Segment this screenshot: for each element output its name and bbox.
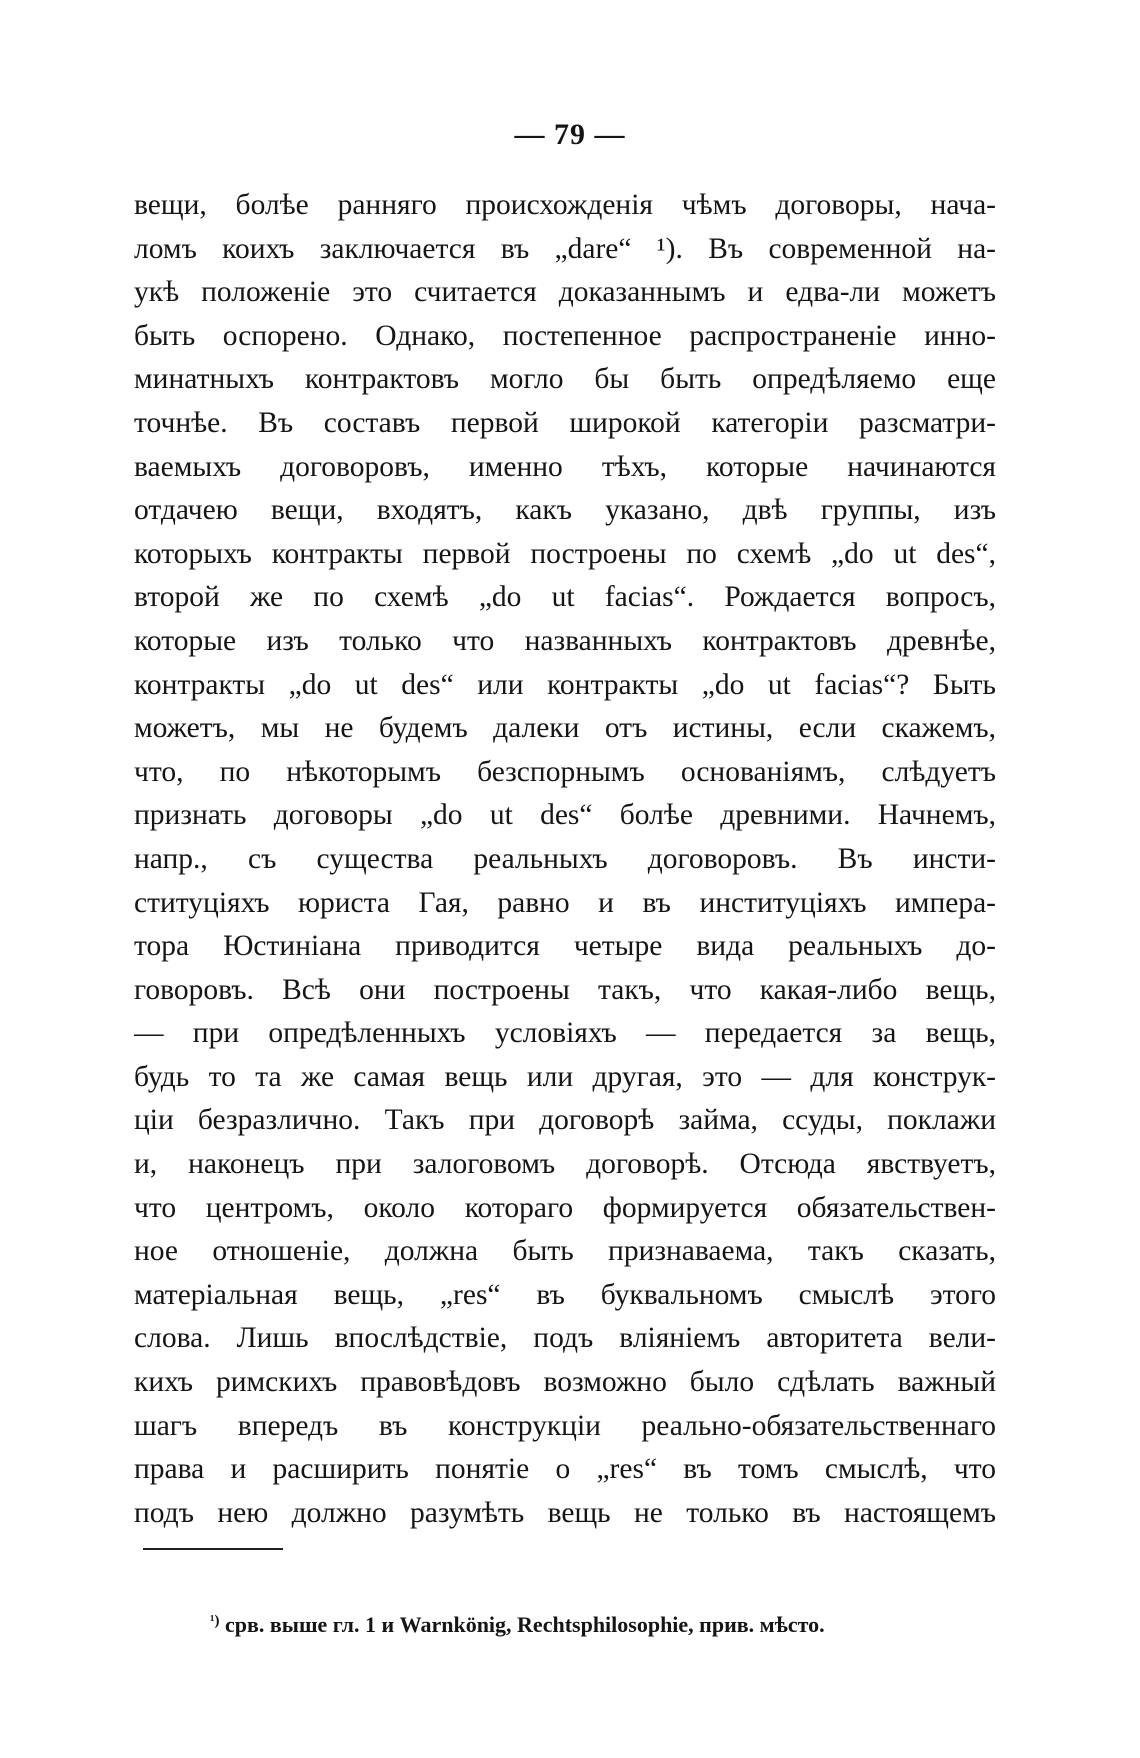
footnote [210, 1612, 825, 1638]
text-line: быть оспорено. Однако, постепенное распространеніе инно- [134, 319, 996, 352]
text-line: можетъ, мы не будемъ далеки отъ истины, если скажемъ, [134, 712, 996, 745]
text-line: напр., съ существа реальныхъ договоровъ. Въ инсти- [134, 842, 996, 875]
text-line: признать договоры „do ut des“ болѣе древними. Начнемъ, [134, 799, 996, 832]
text-line: которые изъ только что названныхъ контрактовъ древнѣе, [134, 624, 996, 657]
text-line: что, по нѣкоторымъ безспорнымъ основаніямъ, слѣдуетъ [134, 755, 996, 788]
text-line: будь то та же самая вещь или другая, это — для конструк- [134, 1060, 996, 1093]
text-line: ституціяхъ юриста Гая, равно и въ институціяхъ импера- [134, 886, 996, 919]
body-text [134, 184, 996, 1535]
text-line: подъ нею должно разумѣть вещь не только въ настоящемъ [134, 1496, 996, 1529]
text-line: контракты „do ut des“ или контракты „do ut facias“? Быть [134, 668, 996, 701]
text-line: слова. Лишь впослѣдствіе, подъ вліяніемъ авторитета вели- [134, 1322, 996, 1355]
text-line: кихъ римскихъ правовѣдовъ возможно было сдѣлать важный [134, 1366, 996, 1399]
text-line: которыхъ контракты первой построены по схемѣ „do ut des“, [134, 537, 996, 570]
text-line: вещи, болѣе ранняго происхожденія чѣмъ договоры, нача- [134, 189, 996, 221]
footnote-text: срв. выше гл. 1 и Warnkönig, Rechtsphilosophie, прив. мѣсто. [219, 1612, 825, 1637]
text-line: минатныхъ контрактовъ могло бы быть опредѣляемо еще [134, 363, 996, 396]
text-line: говоровъ. Всѣ они построены такъ, что какая-либо вещь, [134, 973, 996, 1006]
footnote-marker: ¹) [210, 1613, 220, 1629]
text-line: права и расширить понятіе о „res“ въ томъ смыслѣ, что [134, 1453, 996, 1486]
text-line: точнѣе. Въ составъ первой широкой категоріи разсматри- [134, 406, 996, 439]
text-line: ціи безразлично. Такъ при договорѣ займа, ссуды, поклажи [134, 1104, 996, 1137]
text-line: отдачею вещи, входятъ, какъ указано, двѣ группы, изъ [134, 494, 996, 527]
text-line: — при опредѣленныхъ условіяхъ — передается за вещь, [134, 1017, 996, 1050]
text-line: и, наконецъ при залоговомъ договорѣ. Отсюда явствуетъ, [134, 1148, 996, 1181]
footnote-divider [143, 1548, 283, 1550]
text-line: ваемыхъ договоровъ, именно тѣхъ, которые начинаются [134, 450, 996, 483]
text-line: ломъ коихъ заключается въ „dare“ ¹). Въ современной на- [134, 232, 996, 265]
text-line: шагъ впередъ въ конструкціи реально-обязательственнаго [134, 1409, 996, 1442]
page-number: — 79 — [514, 118, 626, 151]
text-line: тора Юстиніана приводится четыре вида реальныхъ до- [134, 930, 996, 963]
text-line: второй же по схемѣ „do ut facias“. Рождается вопросъ, [134, 581, 996, 614]
text-line: ное отношеніе, должна быть признаваема, такъ сказать, [134, 1235, 996, 1268]
text-line: что центромъ, около котораго формируется обязательствен- [134, 1191, 996, 1224]
text-line: матеріальная вещь, „res“ въ буквальномъ смыслѣ этого [134, 1278, 996, 1311]
text-line: укѣ положеніе это считается доказаннымъ и едва-ли можетъ [134, 276, 996, 309]
